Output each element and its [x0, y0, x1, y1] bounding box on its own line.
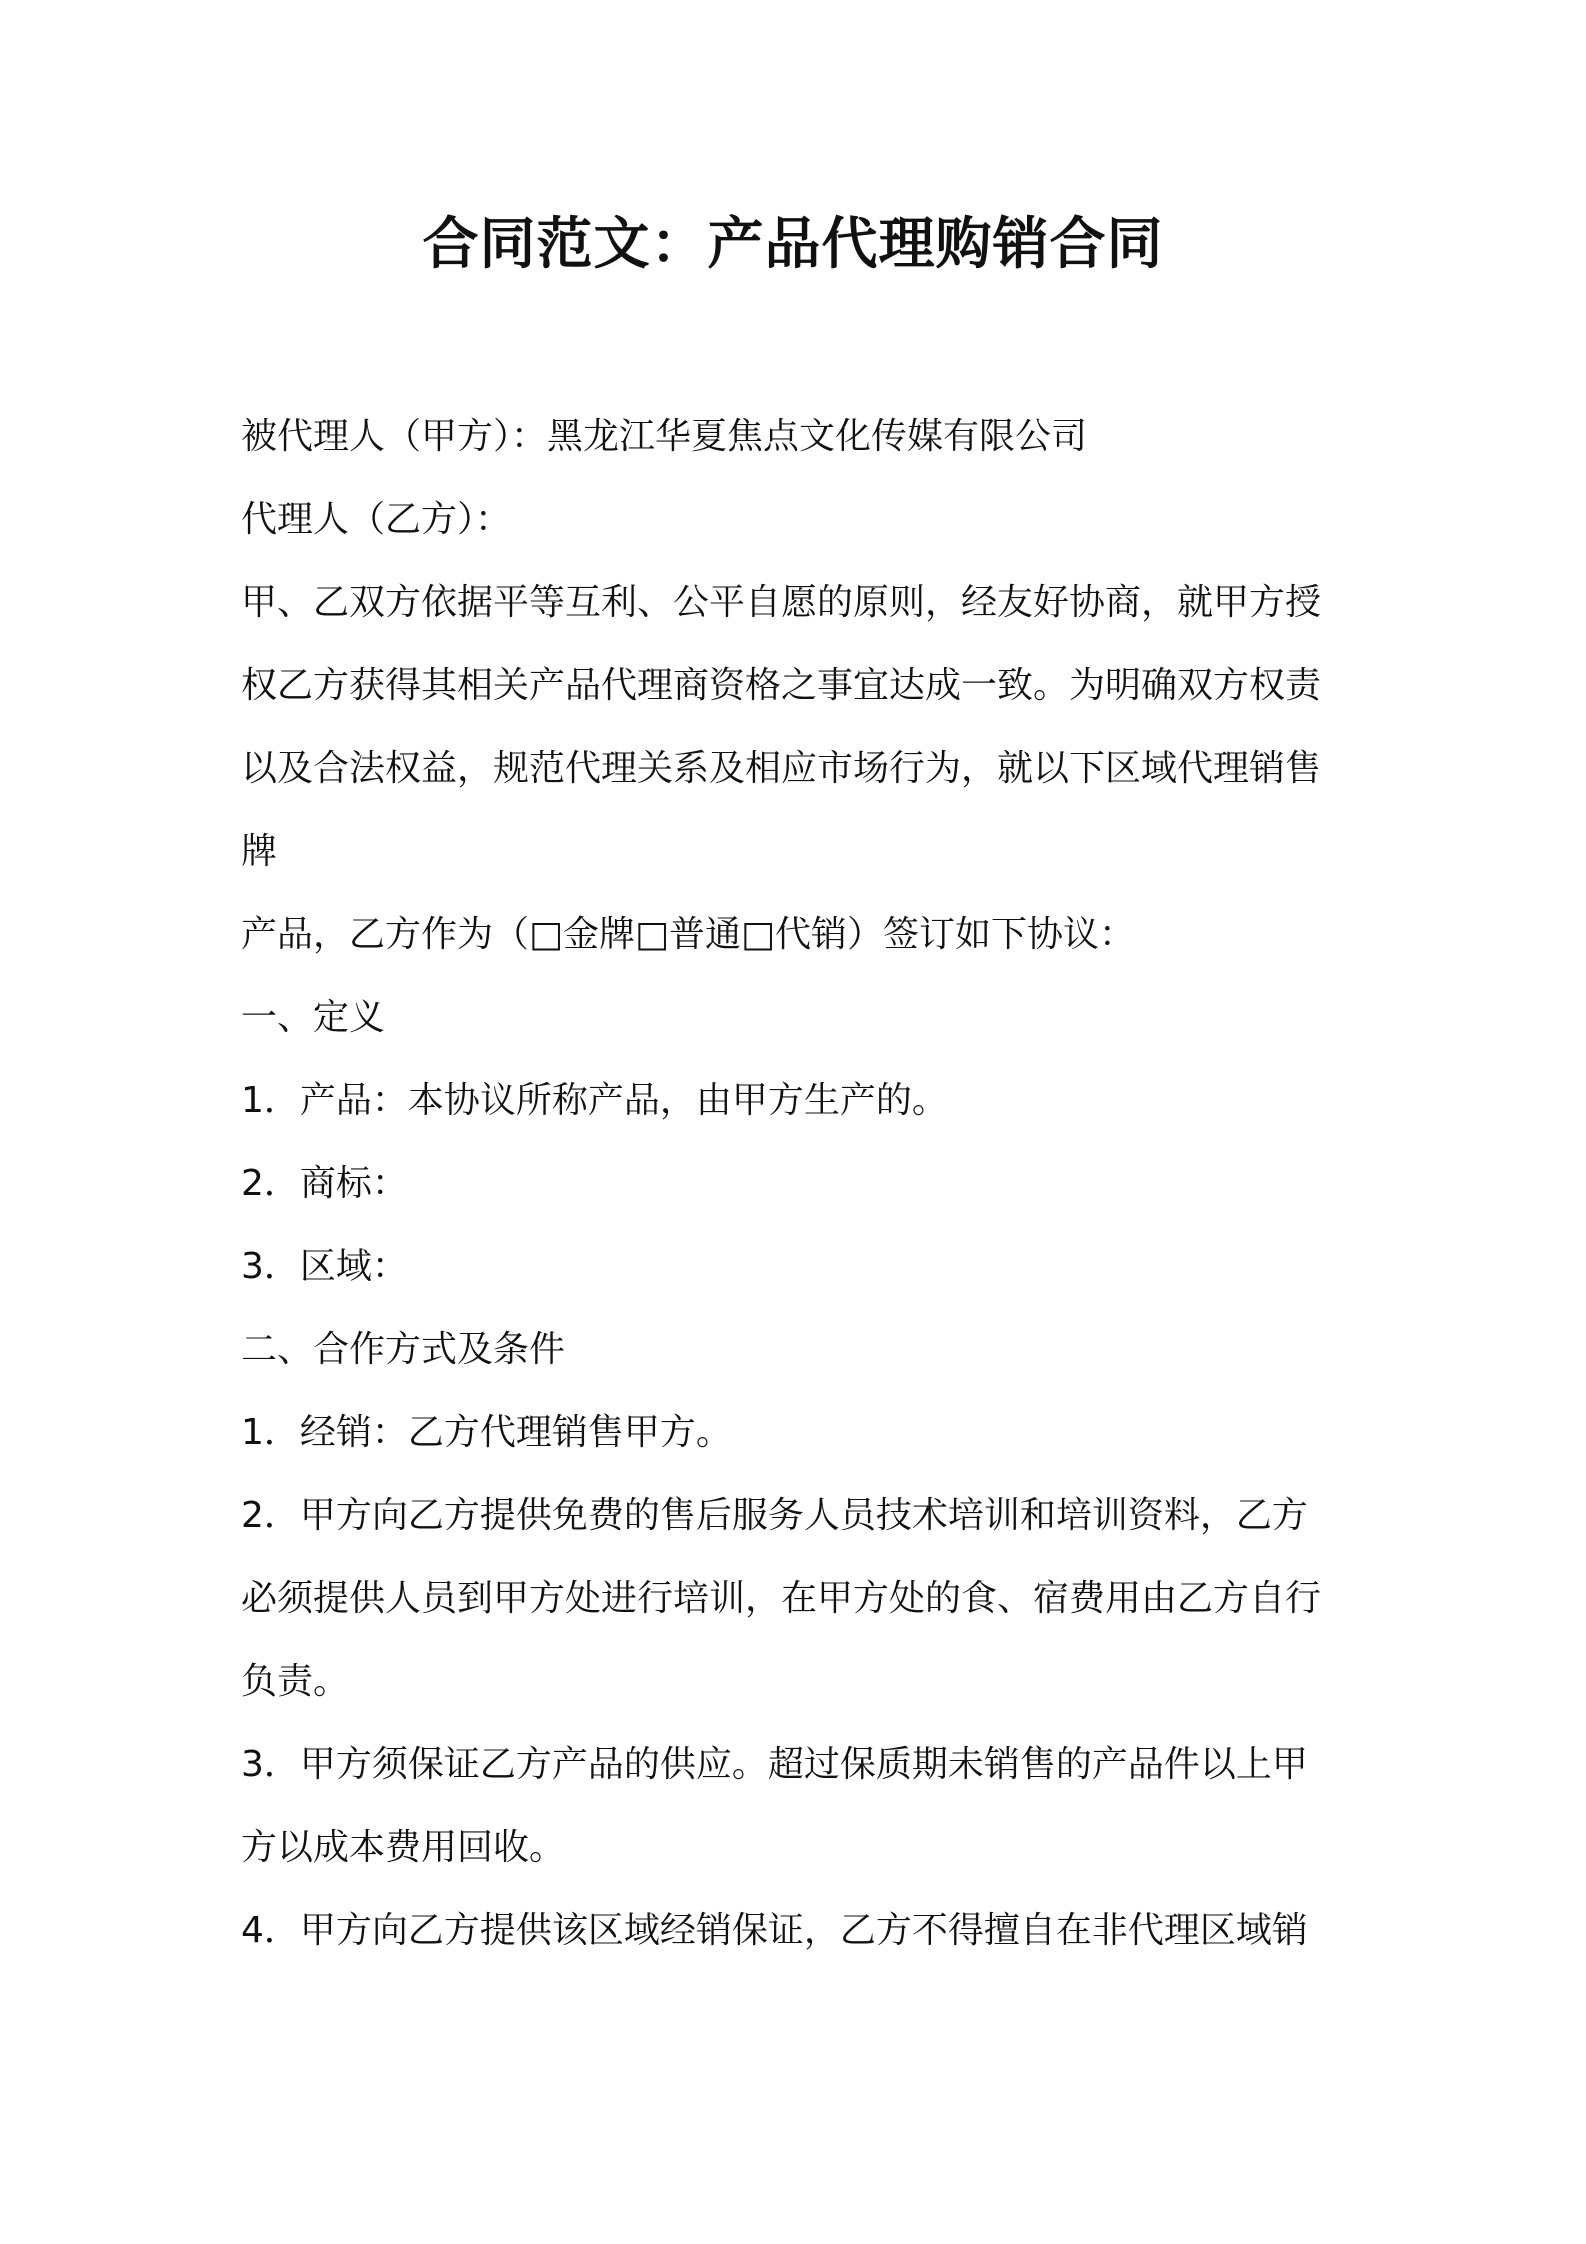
section-heading: 二、合作方式及条件 [241, 1329, 566, 1370]
clause-line: 1．经销：乙方代理销售甲方。 [241, 1412, 732, 1453]
clause-line: 2．甲方向乙方提供免费的售后服务人员技术培训和培训资料，乙方 [241, 1495, 1308, 1536]
clause-line: 必须提供人员到甲方处进行培训，在甲方处的食、宿费用由乙方自行 [241, 1578, 1322, 1619]
paragraph-line: 甲、乙双方依据平等互利、公平自愿的原则，经友好协商，就甲方授 [241, 582, 1322, 623]
clause-line: 4．甲方向乙方提供该区域经销保证，乙方不得擅自在非代理区域销 [241, 1910, 1308, 1951]
section-heading: 一、定义 [241, 997, 386, 1038]
paragraph-line: 牌 [241, 831, 278, 872]
paragraph-line: 产品，乙方作为（□金牌□普通□代销）签订如下协议： [241, 914, 1136, 955]
paragraph-line: 权乙方获得其相关产品代理商资格之事宜达成一致。为明确双方权责 [241, 665, 1322, 706]
clause-line: 1．产品：本协议所称产品，由甲方生产的。 [241, 1080, 948, 1121]
clause-line: 方以成本费用回收。 [241, 1827, 566, 1868]
clause-line: 2．商标： [241, 1163, 408, 1204]
clause-line: 3．甲方须保证乙方产品的供应。超过保质期未销售的产品件以上甲 [241, 1744, 1308, 1785]
clause-line: 3．区域： [241, 1246, 408, 1287]
paragraph-line: 以及合法权益，规范代理关系及相应市场行为，就以下区域代理销售 [241, 748, 1322, 789]
clause-line: 负责。 [241, 1661, 350, 1702]
party-b-line: 代理人（乙方）： [241, 499, 512, 540]
document-title: 合同范文：产品代理购销合同 [422, 212, 1164, 277]
party-a-line: 被代理人（甲方）：黑龙江华夏焦点文化传媒有限公司 [241, 416, 1088, 457]
